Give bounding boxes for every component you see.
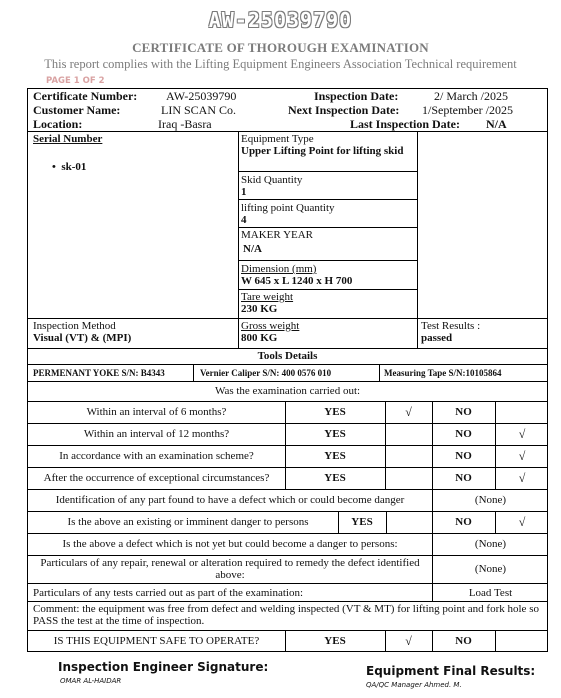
final-results-label: Equipment Final Results: xyxy=(366,664,536,678)
location-label: Location: xyxy=(33,117,83,131)
divider xyxy=(28,381,547,382)
dimension-label: Dimension (mm) xyxy=(241,263,317,275)
exam-row-no: NO xyxy=(455,406,472,418)
divider xyxy=(193,364,194,381)
danger-no: NO xyxy=(455,516,472,528)
bullet-icon: • xyxy=(52,161,62,173)
divider xyxy=(28,348,547,349)
divider xyxy=(28,601,547,602)
tools-title: Tools Details xyxy=(257,350,318,362)
document-id: AW-25039790 xyxy=(208,8,353,32)
divider xyxy=(28,401,547,402)
last-inspection-value: N/A xyxy=(486,117,507,131)
exam-row-yes: YES xyxy=(324,450,346,462)
divider xyxy=(238,131,239,348)
serial-number-cell xyxy=(52,161,86,173)
inspection-date-label: Inspection Date: xyxy=(314,89,399,103)
compliance-statement: This report complies with the Lifting Equipment Engineers Association Technical requirement xyxy=(44,57,517,71)
tare-weight-cell xyxy=(241,291,293,315)
divider xyxy=(28,318,547,319)
safe-yes: YES xyxy=(324,635,346,647)
divider xyxy=(28,131,547,132)
next-inspection-label: Next Inspection Date: xyxy=(288,103,400,117)
maker-year-value: N/A xyxy=(243,243,262,255)
inspection-date-value: 2/ March /2025 xyxy=(434,89,508,103)
cert-number-label: Certificate Number: xyxy=(33,89,138,103)
equipment-type-value: Upper Lifting Point for lifting skid xyxy=(241,145,404,157)
lifting-point-quantity-value: 4 xyxy=(241,214,247,226)
future-danger-question: Is the above a defect which is not yet but could become a danger to persons: xyxy=(62,538,398,550)
lifting-point-quantity-label: lifting point Quantity xyxy=(241,202,335,214)
engineer-signature-label: Inspection Engineer Signature: xyxy=(58,660,269,674)
divider xyxy=(28,364,547,365)
customer-label: Customer Name: xyxy=(33,103,121,117)
customer-value: LIN SCAN Co. xyxy=(161,103,237,117)
page-number: PAGE 1 OF 2 xyxy=(46,76,105,86)
exam-row-yes: YES xyxy=(324,472,346,484)
exam-row-yes: YES xyxy=(324,428,346,440)
divider xyxy=(28,445,547,446)
exam-row-text: Within an interval of 6 months? xyxy=(86,406,227,418)
divider xyxy=(417,131,418,348)
dimension-value: W 645 x L 1240 x H 700 xyxy=(241,275,353,287)
safe-no: NO xyxy=(455,635,472,647)
inspection-method-label: Inspection Method xyxy=(33,320,116,332)
divider xyxy=(28,511,547,512)
inspection-method-value: Visual (VT) & (MPI) xyxy=(33,332,132,344)
danger-question: Is the above an existing or imminent danger to persons xyxy=(67,516,309,528)
next-inspection-value: 1/September /2025 xyxy=(422,103,513,117)
exam-row-text: Within an interval of 12 months? xyxy=(83,428,230,440)
cert-number-value: AW-25039790 xyxy=(166,89,237,103)
exam-row-yes: YES xyxy=(324,406,346,418)
exam-row-text: In accordance with an examination scheme? xyxy=(59,450,254,462)
divider xyxy=(28,489,547,490)
repair-question: Particulars of any repair, renewal or alteration required to remedy the defect identified above: xyxy=(40,557,420,581)
maker-year-cell xyxy=(241,229,313,255)
divider xyxy=(386,511,387,533)
tare-weight-label: Tare weight xyxy=(241,291,294,303)
tare-weight-value: 230 KG xyxy=(241,303,278,315)
gross-weight-label: Gross weight xyxy=(241,320,300,332)
header-row-1 xyxy=(28,89,547,104)
divider xyxy=(238,227,417,228)
equipment-type-cell xyxy=(241,133,416,157)
engineer-signature: OMAR AL-HAIDAR xyxy=(60,677,122,685)
skid-quantity-label: Skid Quantity xyxy=(241,174,303,186)
divider xyxy=(379,364,380,381)
certificate-title: CERTIFICATE OF THOROUGH EXAMINATION xyxy=(132,40,429,55)
defect-question: Identification of any part found to have a defect which or could become danger xyxy=(55,494,405,506)
serial-number-label: Serial Number xyxy=(33,133,103,145)
header-row-3 xyxy=(28,117,547,132)
maker-year-label: MAKER YEAR xyxy=(241,229,314,241)
exam-row-no: NO xyxy=(455,428,472,440)
serial-number-label-cell xyxy=(33,133,102,145)
divider xyxy=(28,583,547,584)
divider xyxy=(238,260,417,261)
test-results-cell xyxy=(421,320,480,344)
divider xyxy=(28,630,547,631)
tools-tape: Measuring Tape S/N:10105864 xyxy=(384,368,502,378)
repair-answer: (None) xyxy=(474,563,507,575)
check-icon: √ xyxy=(518,427,526,441)
test-results-label: Test Results : xyxy=(421,320,481,332)
check-icon: √ xyxy=(518,449,526,463)
lifting-point-quantity-cell xyxy=(241,202,335,226)
check-icon: √ xyxy=(518,471,526,485)
certificate-frame xyxy=(27,88,548,652)
exam-row-text: After the occurrence of exceptional circumstances? xyxy=(43,472,270,484)
inspection-method-cell xyxy=(33,320,131,344)
location-value: Iraq -Basra xyxy=(158,117,212,131)
divider xyxy=(28,533,547,534)
tools-caliper: Vernier Caliper S/N: 400 0576 010 xyxy=(200,368,332,378)
gross-weight-cell xyxy=(241,320,299,344)
check-icon: √ xyxy=(518,515,526,529)
divider xyxy=(28,423,547,424)
test-results-value: passed xyxy=(421,332,453,344)
divider xyxy=(495,630,496,652)
check-icon: √ xyxy=(405,405,412,419)
exam-row-no: NO xyxy=(455,472,472,484)
exam-question: Was the examination carried out: xyxy=(214,385,361,397)
safe-question: IS THIS EQUIPMENT SAFE TO OPERATE? xyxy=(53,635,260,647)
gross-weight-value: 800 KG xyxy=(241,332,278,344)
dimension-cell xyxy=(241,263,352,287)
defect-answer: (None) xyxy=(474,494,507,506)
future-danger-answer: (None) xyxy=(474,538,507,550)
check-icon: √ xyxy=(405,634,412,648)
serial-number-value: sk-01 xyxy=(61,161,87,173)
divider xyxy=(28,555,547,556)
skid-quantity-cell xyxy=(241,174,302,198)
manager-signature: QA/QC Manager Ahmed. M. xyxy=(366,681,462,689)
inspection-comment: Comment: the equipment was free from defect and welding inspected (VT & MT) for lifting point and fork hole so PASS the test at the time of inspection. xyxy=(33,603,539,627)
divider xyxy=(238,171,417,172)
skid-quantity-value: 1 xyxy=(241,186,247,198)
header-row-2 xyxy=(28,103,547,118)
tools-yoke: PERMENANT YOKE S/N: B4343 xyxy=(33,368,165,378)
tests-question: Particulars of any tests carried out as part of the examination: xyxy=(33,587,304,599)
equipment-type-label: Equipment Type xyxy=(241,133,314,145)
divider xyxy=(238,199,417,200)
exam-row-no: NO xyxy=(455,450,472,462)
divider xyxy=(28,467,547,468)
tests-answer: Load Test xyxy=(468,587,513,599)
last-inspection-label: Last Inspection Date: xyxy=(350,117,460,131)
danger-yes: YES xyxy=(351,516,373,528)
divider xyxy=(238,289,417,290)
